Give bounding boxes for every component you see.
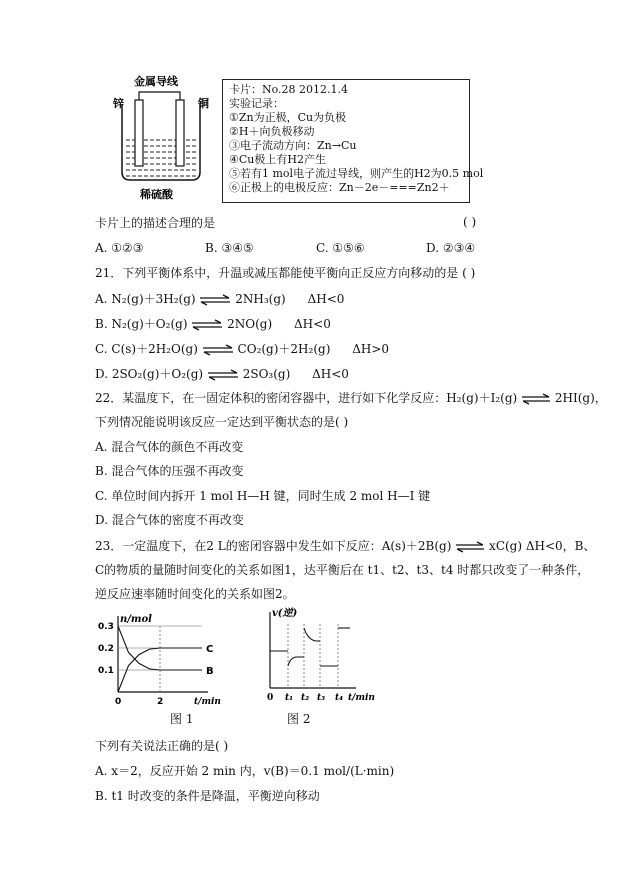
x-tick-label: t₁ — [285, 693, 294, 703]
reactants: B. N₂(g)＋O₂(g) — [95, 317, 188, 331]
experiment-record-card — [222, 79, 484, 203]
y-tick-label: 0.3 — [98, 622, 114, 632]
q22-option-a: A. 混合气体的颜色不再改变 — [95, 440, 244, 454]
q20-option-c: C. ①⑤⑥ — [316, 241, 365, 255]
q20-answer-paren: ( ) — [463, 215, 477, 229]
enthalpy: ΔH>0 — [352, 342, 390, 356]
y-axis-label: v(逆) — [272, 608, 298, 619]
enthalpy: ΔH<0 — [307, 292, 345, 306]
card-item: ②H＋向负极移动 — [229, 125, 315, 138]
q23-stem-line2: C的物质的量随时间变化的关系如图1，达平衡后在 t1、t2、t3、t4 时都只改变了一种条件， — [95, 563, 590, 577]
y-axis-label: n/mol — [120, 614, 152, 625]
q23-ask: 下列有关说法正确的是( ) — [95, 739, 229, 753]
q20-option-d: D. ②③④ — [426, 241, 476, 255]
wire-label: 金属导线 — [134, 75, 178, 88]
q23-stem-line3: 逆反应速率随时间变化的关系如图2。 — [95, 587, 295, 601]
equilibrium-arrow-icon — [202, 345, 234, 355]
beaker — [122, 104, 200, 180]
q22-stem — [95, 389, 607, 406]
x-axis-label: t/min — [348, 693, 375, 703]
reactants: A. N₂(g)＋3H₂(g) — [95, 292, 196, 306]
left-electrode-label: 锌 — [113, 97, 124, 110]
figure-1-chart — [96, 612, 221, 707]
reactants: D. 2SO₂(g)＋O₂(g) — [95, 367, 204, 381]
right-electrode-label: 铜 — [198, 97, 209, 110]
figure-2-chart — [258, 606, 376, 704]
equilibrium-arrow-icon — [199, 295, 231, 305]
series-label-B: B — [206, 666, 214, 677]
equilibrium-arrow-icon — [191, 320, 223, 330]
q21-option-d — [95, 365, 349, 382]
q22-stem-part1: 22．某温度下，在一固定体积的密闭容器中，进行如下化学反应：H₂(g)＋I₂(g) — [95, 391, 518, 405]
card-item: ①Zn为正极，Cu为负极 — [229, 111, 347, 124]
rate-curve-segment — [288, 657, 304, 666]
q22-option-b: B. 混合气体的压强不再改变 — [95, 464, 244, 478]
q20-stem: 卡片上的描述合理的是 — [95, 216, 216, 230]
rate-curve-segment — [304, 628, 320, 641]
products: 2NH₃(g) — [235, 292, 286, 306]
figure-1-caption: 图 1 — [170, 712, 194, 726]
x-tick-label: 2 — [157, 697, 164, 707]
q20-option-a: A. ①②③ — [95, 241, 144, 255]
figure-2-caption: 图 2 — [287, 712, 311, 726]
q22-option-d: D. 混合气体的密度不再改变 — [95, 513, 244, 527]
q23-stem-part1: 23．一定温度下，在2 L的密闭容器中发生如下反应：A(s)＋2B(g) — [95, 539, 452, 553]
reactants: C. C(s)＋2H₂O(g) — [95, 342, 198, 356]
q22-stem-part2: 2HI(g)， — [554, 391, 607, 405]
card-item: ④Cu极上有H2产生 — [229, 153, 326, 166]
q21-option-b — [95, 315, 331, 332]
card-item: ⑥正极上的电极反应：Zn－2e－===Zn2＋ — [229, 181, 450, 194]
q23-option-b: B. t1 时改变的条件是降温，平衡逆向移动 — [95, 789, 320, 803]
enthalpy: ΔH<0 — [294, 317, 331, 331]
q22-stem-line2: 下列情况能说明该反应一定达到平衡状态的是( ) — [95, 415, 349, 429]
q23-stem-part2: xC(g) ΔH<0，B、 — [489, 539, 596, 553]
card-title: 实验记录： — [229, 97, 284, 110]
card-item: ③电子流动方向：Zn→Cu — [229, 139, 357, 152]
q20-option-b: B. ③④⑤ — [205, 241, 254, 255]
zinc-electrode — [135, 100, 143, 166]
solution-label: 稀硫酸 — [140, 188, 173, 201]
copper-electrode — [176, 100, 184, 166]
enthalpy: ΔH<0 — [312, 367, 349, 381]
x-tick-label: 0 — [267, 693, 274, 703]
x-axis-label: t/min — [194, 697, 221, 707]
y-tick-label: 0.1 — [98, 666, 114, 676]
q22-option-c: C. 单位时间内拆开 1 mol H—H 键，同时生成 2 mol H—I 键 — [95, 489, 431, 503]
products: 2SO₃(g) — [242, 367, 291, 381]
x-tick-label: t₂ — [301, 693, 310, 703]
card-item: ⑤若有1 mol电子流过导线，则产生的H2为0.5 mol — [229, 167, 484, 180]
series-label-C: C — [206, 644, 214, 655]
q21-stem: 21．下列平衡体系中，升温或减压都能使平衡向正反应方向移动的是 ( ) — [95, 266, 476, 280]
q21-option-c — [95, 340, 389, 357]
x-tick-label: t₃ — [317, 693, 326, 703]
galvanic-cell-diagram — [112, 74, 212, 204]
q23-stem — [95, 537, 596, 554]
y-tick-label: 0.2 — [98, 644, 114, 654]
metal-wire — [139, 92, 180, 102]
equilibrium-arrow-icon — [455, 542, 485, 552]
q23-option-a: A. x＝2，反应开始 2 min 内，v(B)＝0.1 mol/(L·min) — [95, 764, 395, 778]
products: 2NO(g) — [227, 317, 273, 331]
equilibrium-arrow-icon — [207, 370, 239, 380]
q21-option-a — [95, 290, 344, 307]
x-tick-label: 0 — [115, 697, 122, 707]
x-tick-label: t₄ — [335, 693, 344, 703]
equilibrium-arrow-icon — [521, 394, 551, 404]
card-header: 卡片：No.28 2012.1.4 — [229, 83, 349, 96]
products: CO₂(g)＋2H₂(g) — [237, 342, 331, 356]
